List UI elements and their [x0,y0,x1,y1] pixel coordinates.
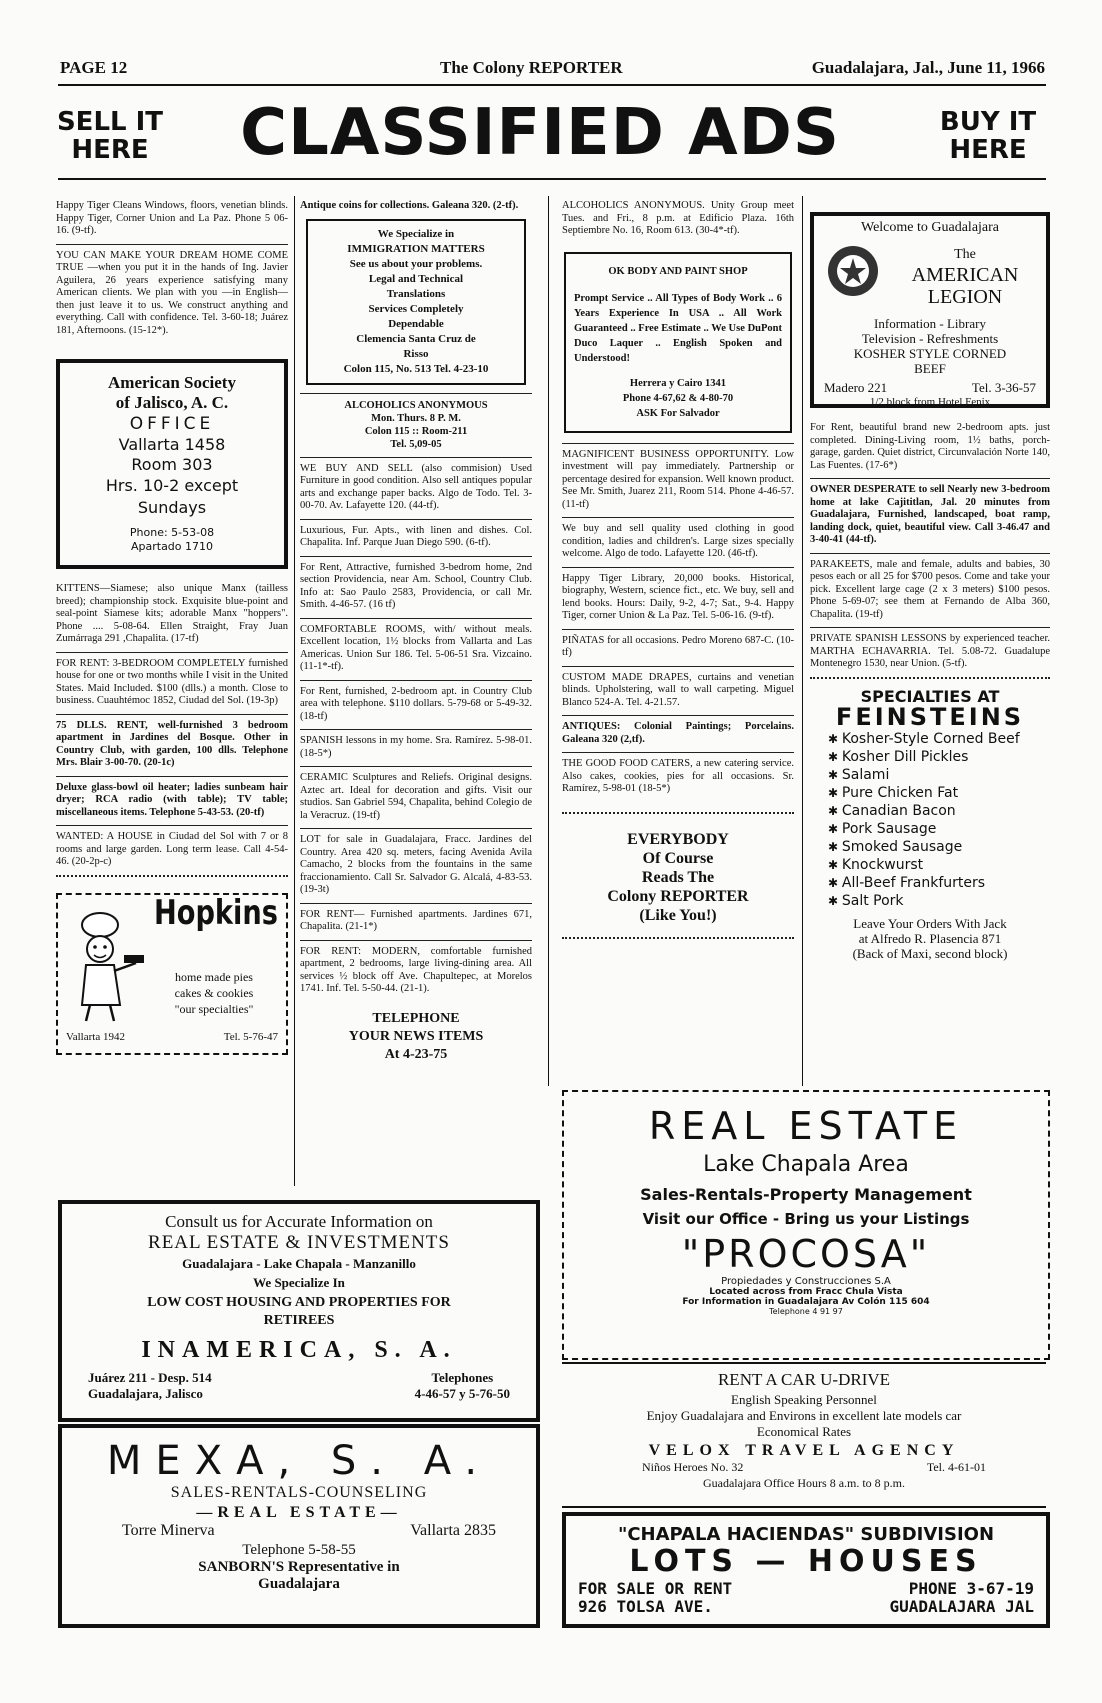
ad-comfortable-rooms: COMFORTABLE ROOMS, with/ without meals. Excellent location, 1½ blocks from Vallarta and Las Americas. Union Sur 186. Tel. 5-06-51 Sra. Vizcaino. (11-1*-tf). [300,623,532,672]
separator [300,556,532,557]
ad-for-rent-beautiful: For Rent, beautiful brand new 2-bedroom apts. just completed. Dining-Living room, 1½ baths, porch-garage, garden. Quiet district, Circunvalación Norte 140, Las Fuentes. (17-6*) [810,422,1050,471]
inamerica-name: INAMERICA, S. A. [141,1337,457,1363]
separator [56,652,288,653]
body-shop-phone: Phone 4-67,62 & 4-80-70 [622,392,734,404]
classified-ads-title: CLASSIFIED ADS [240,96,840,170]
separator [56,776,288,777]
procosa-sales: Sales-Rentals-Property Management [640,1185,972,1204]
telephone-line-2: YOUR NEWS ITEMS [348,1028,484,1044]
ad-american-legion [810,212,1050,408]
procosa-name: "PROCOSA" [681,1232,931,1276]
column-2 [300,200,532,1064]
immigration-line-3: See us about your problems. [349,257,483,270]
procosa-title: REAL ESTATE [648,1104,964,1148]
legion-kosher: KOSHER STYLE CORNED [853,346,1007,361]
ad-aa-unity: ALCOHOLICS ANONYMOUS. Unity Group meet Tues. and Fri., 8 p.m. at Edificio Plaza. 16th Septiembre No. 16, Room 613. (30-4*-tf). [562,200,794,236]
dateline: Guadalajara, Jal., June 11, 1966 [811,58,1045,77]
body-shop-text: Prompt Service .. All Types of Body Work .. 6 Years Experience In USA .. All Work Guaranteed .. Free Estimate .. We Use DuPont Duco Laquer .. English Spoken and Understood! [574,292,782,364]
ad-spanish-lessons: SPANISH lessons in my home. Sra. Ramírez. 5-98-01. (18-5*) [300,735,532,759]
society-name-1: American Society [108,373,236,392]
society-sundays: Sundays [137,498,207,517]
everybody-line-4: Colony REPORTER [607,887,749,905]
buy-line-1: BUY IT [939,107,1037,137]
inamerica-addr-1: Juárez 211 - Desp. 514 [88,1370,212,1385]
ad-we-buy-and-sell: WE BUY AND SELL (also commision) Used Furniture in good condition. Also sell antiques popular arts and exchange paper backs. Algo de Todo. Tel. 3-00-70. Av. Lafayette 120. (44-tf). [300,462,532,511]
body-shop-address: Herrera y Cairo 1341 [629,377,727,389]
separator [300,903,532,904]
separator [56,714,288,715]
feinsteins-item: ✱ Kosher-Style Corned Beef [828,730,1050,748]
inamerica-line-5: LOW COST HOUSING AND PROPERTIES FOR [147,1295,451,1310]
everybody-line-1: EVERYBODY [627,830,729,848]
separator [810,677,1050,685]
masthead [60,58,1045,80]
legion-welcome: Welcome to Guadalajara [860,220,1000,235]
feinsteins-leave: Leave Your Orders With Jack [853,915,1007,931]
ad-feinsteins [810,686,1050,961]
mexa-sales: SALES-RENTALS-COUNSELING [170,1484,428,1501]
inamerica-line-6: RETIREES [263,1313,335,1328]
ad-antique-coins: Antique coins for collections. Galeana 320. (2-tf). [300,200,519,211]
ad-body-shop [564,252,792,433]
legion-address: Madero 221 [824,380,888,395]
feinsteins-name: FEINSTEINS [835,703,1025,731]
feinsteins-item: ✱ All-Beef Frankfurters [828,874,1050,892]
hopkins-tagline [154,969,274,1017]
ad-for-rent-2-bedroom: For Rent, furnished, 2-bedroom apt. in Country Club area with telephone. $110 dollars. 5-79-68 or 5-49-32. (18-tf) [300,685,532,722]
ad-for-rent-apartments: FOR RENT— Furnished apartments. Jardines 671, Chapalita. (21-1*) [300,908,532,932]
ad-mexa [58,1424,540,1628]
legion-tv: Television - Refreshments [861,331,999,346]
ad-we-buy-clothing: We buy and sell quality used clothing in good condition, ladies and children's. Large sizes specially welcome. Algo de todo. Lafayette 120. (46-tf). [562,523,794,559]
feinsteins-item: ✱ Kosher Dill Pickles [828,748,1050,766]
ad-velox [562,1362,1046,1508]
buy-it-here [928,108,1048,164]
separator [300,828,532,829]
separator [300,393,532,394]
velox-tel: Tel. 4-61-01 [926,1460,986,1474]
sell-line-2: HERE [71,135,149,165]
ad-private-spanish: PRIVATE SPANISH LESSONS by experienced teacher. MARTHA ECHAVARRIA. Tel. 5.08-72. Guadalupe Montenegro 1530, near Union. (5-tf). [810,633,1050,669]
velox-address: Niños Heroes No. 32 [642,1460,744,1474]
ad-telephone-news [300,1010,532,1064]
telephone-line-1: TELEPHONE [372,1010,460,1026]
velox-office: Guadalajara Office Hours 8 a.m. to 8 p.m. [702,1476,906,1490]
legion-block: 1/2 block from Hotel Fenix [869,396,991,408]
society-phone: Phone: 5-53-08 [129,526,215,539]
ad-for-rent-3-bedroom: FOR RENT: 3-BEDROOM COMPLETELY furnished house for one or two months while I visit in the United States. Maid Included. $100 (dlls.) a month. Close to business. Cuauhtémoc 1852, Ciudad del Sol. (19-3p) [56,657,288,706]
column-rule [294,196,295,1186]
mexa-vallarta: Vallarta 2835 [410,1522,496,1539]
procosa-visit: Visit our Office - Bring us your Listings [642,1210,970,1228]
ad-custom-drapes: CUSTOM MADE DRAPES, curtains and venetian blinds. Upholstering, wall to wall carpeting. Miguel Blanco 524-A. Tel. 4-21.57. [562,671,794,708]
legion-services [814,316,1046,376]
mexa-guadalajara: Guadalajara [258,1576,340,1592]
sell-it-here [50,108,170,164]
inamerica-line-1: Consult us for Accurate Information on [165,1212,433,1231]
separator [562,715,794,716]
society-address: Vallarta 1458 [118,435,226,454]
ad-75-dlls-rent: 75 DLLS. RENT, well-furnished 3 bedroom apartment in Jardines del Bosque. Other in Country Club, with garden, 100 dlls. Telephone Mrs. Blair 3-00-70. (20-1c) [56,719,288,768]
legion-beef: BEEF [914,361,946,376]
separator [300,618,532,619]
society-room: Room 303 [131,455,213,474]
society-hours: Hrs. 10-2 except [105,476,239,495]
separator [810,627,1050,628]
feinsteins-item: ✱ Salt Pork [828,892,1050,910]
legion-tel: Tel. 3-36-57 [971,380,1036,395]
ad-deluxe: Deluxe glass-bowl oil heater; ladies sunbeam hair dryer; RCA radio (with table); TV table; miscellaneous items. Telephone 5-43-53. (20-tf) [56,781,288,818]
ad-immigration [306,219,526,385]
inamerica-line-3: Guadalajara - Lake Chapala - Manzanillo [182,1256,416,1271]
ad-luxurious: Luxurious, Fur. Apts., with linen and dishes. Col. Chapalita. Inf. Parque Juan Diego 590. (6-tf). [300,524,532,548]
telephone-line-3: At 4-23-75 [384,1046,448,1062]
inamerica-addr-2: Guadalajara, Jalisco [88,1386,203,1401]
immigration-line-4: Legal and Technical [368,272,464,285]
hopkins-address: Vallarta 1942 [66,1030,125,1043]
immigration-line-7: Dependable [388,317,444,330]
legion-american: AMERICAN [911,264,1019,286]
chapala-for-sale: FOR SALE OR RENT [578,1579,733,1598]
ad-wanted: WANTED: A HOUSE in Ciudad del Sol with 7 or 8 rooms and large garden. Long term lease. Call 4-54-46. (20-2p-c) [56,831,288,867]
chapala-phone: PHONE 3-67-19 [908,1579,1034,1598]
ad-good-food: THE GOOD FOOD CATERS, a new catering service. Also cakes, cookies, pies for all occasions. Sr. Ramírez, 5-98-01 (18-5*) [562,758,794,794]
velox-english: English Speaking Personnel [731,1392,877,1407]
ad-tiger-cleans: Happy Tiger Cleans Windows, floors, venetian blinds. Happy Tiger, Corner Union and La Paz. Phone 5 06-16. (9-tf). [56,200,288,236]
column-rule [802,196,803,1086]
column-3 [562,200,794,951]
ad-owner-desperate: OWNER DESPERATE to sell Nearly new 3-bedroom home at lake Cajititlan, Jal. 20 minutes from Guadalajara, Furnished, landscaped, boat ramp, landing dock, quiet, beautiful view. Call 3-46.47 and 3-40-41 (44-tf). [810,484,1050,545]
separator [56,244,288,245]
inamerica-tel: 4-46-57 y 5-76-50 [414,1386,510,1401]
column-rule [548,196,549,1086]
procosa-info: For Information in Guadalajara Av Colón 115 604 [682,1297,930,1307]
society-office: OFFICE [129,414,215,434]
ad-chapala-haciendas [562,1512,1050,1628]
ad-dream-home: YOU CAN MAKE YOUR DREAM HOME COME TRUE —when you put it in the hands of Ing. Javier Aguilera, 26 years experience satisfying many American clients. We plan with you —in English— then just leave it to us. We construct anything and everything. Call with confidence. Tel. 3-60-18; Juárez 181, Afternoons. (15-12*). [56,249,288,336]
immigration-line-1: We Specialize in [377,227,455,240]
immigration-line-10: Colon 115, No. 513 Tel. 4-23-10 [343,362,489,375]
separator [562,567,794,568]
separator [562,937,794,945]
immigration-line-5: Translations [386,287,446,300]
legion-the: The [954,247,976,262]
feinsteins-item: ✱ Knockwurst [828,856,1050,874]
separator [300,457,532,458]
legion-legion: LEGION [927,286,1003,308]
ad-ceramic: CERAMIC Sculptures and Reliefs. Original designs. Aztec art. Ideal for decoration and gifts. Visit our studios. San Gabriel 594, Chapalita, behind Colegio de la Veracruz. (19-tf) [300,772,532,821]
society-apartado: Apartado 1710 [130,540,214,553]
separator [300,766,532,767]
ad-inamerica [58,1200,540,1422]
chapala-title: "CHAPALA HACIENDAS" SUBDIVISION [617,1524,995,1545]
mexa-real-estate: —REAL ESTATE— [196,1504,402,1521]
separator [300,519,532,520]
chapala-lots: LOTS — HOUSES [629,1544,983,1579]
procosa-props: Propiedades y Construcciones S.A [721,1276,891,1287]
ad-alcoholics-anonymous [300,399,532,451]
ad-for-rent-3-bedrom: For Rent, Attractive, furnished 3-bedrom home, 2nd section Providencia, near Am. School, Country Club. Info at: Sao Paulo 2583, Providencia, or call Mr. Smith. 4-46-57. (16 tf) [300,561,532,610]
masthead-rule [58,84,1046,86]
ad-modern: FOR RENT: MODERN, comfortable furnished apartment, 2 bedrooms, large living-dining area. All services ½ block off Ave. Chapultepec, at Morelos 1741. Inf. Tel. 5-50-44. (21-1). [300,945,532,994]
hopkins-name: Hopkins [154,892,278,933]
legion-info: Information - Library [874,316,986,331]
feinsteins-specialties: SPECIALTIES AT [860,686,1000,706]
separator [562,443,794,444]
separator [300,680,532,681]
column-1 [56,200,288,1055]
buy-line-2: HERE [949,135,1027,165]
ad-parakeets: PARAKEETS, male and female, adults and babies, 30 pesos each or all 25 for $700 pesos. Come and take your pick. Excellent large cage (2 x 3 meters) $100 pesos. Phone 5-69-07; see them at Fernando de Alba 360, Chapalita. (19-tf) [810,558,1050,620]
feinsteins-item: ✱ Canadian Bacon [828,802,1050,820]
paper-name: The Colony REPORTER [440,58,623,77]
ad-procosa [562,1090,1050,1360]
header-rule [58,178,1046,180]
chef-icon [64,907,146,1027]
column-4 [810,212,1050,961]
legion-emblem-icon [826,244,880,298]
separator [562,752,794,753]
body-shop-ask: ASK For Salvador [636,407,720,419]
mexa-torre: Torre Minerva [122,1522,215,1539]
aa-line-3: Colon 115 :: Room-211 [364,425,468,437]
separator [810,553,1050,554]
separator [562,666,794,667]
procosa-located: Located across from Fracc Chula Vista [709,1287,903,1297]
ad-tiger-library: Happy Tiger Library, 20,000 books. Historical, biography, Western, science fict., etc. We buy, sell and lend books. Hours: Daily, 9-2, 4-7; Sat., 9-4. Happy Tiger, corner Union & La Paz. Tel. 5-06-16. (9-tf). [562,572,794,621]
hopkins-line-2: cakes & cookies [174,985,254,1000]
ad-american-society [56,359,288,569]
feinsteins-item: ✱ Smoked Sausage [828,838,1050,856]
hopkins-line-1: home made pies [175,969,253,984]
body-shop-title: OK BODY AND PAINT SHOP [608,265,748,277]
separator [300,940,532,941]
velox-title: RENT A CAR U-DRIVE [717,1370,891,1389]
velox-enjoy: Enjoy Guadalajara and Environs in excellent late models car [646,1408,962,1423]
feinsteins-at: at Alfredo R. Plasencia 871 [858,930,1002,946]
inamerica-line-4: We Specialize In [253,1275,345,1290]
everybody-line-2: Of Course [642,849,714,867]
feinsteins-items [828,730,1050,910]
separator [56,875,288,883]
immigration-line-8: Clemencia Santa Cruz de [356,332,476,345]
everybody-line-5: (Like You!) [639,906,717,924]
ad-magnificent: MAGNIFICENT BUSINESS OPPORTUNITY. Low investment will pay immediately. Partnership or percentage desired for expansion. Well known product. See Mr. Smith, Juarez 211, Room 514. Phone 4-46-57. (11-tf) [562,448,794,510]
chapala-address: 926 TOLSA AVE. [578,1597,713,1616]
velox-name: VELOX TRAVEL AGENCY [648,1442,960,1459]
feinsteins-item: ✱ Salami [828,766,1050,784]
page-number: PAGE 12 [60,58,128,77]
aa-line-2: Mon. Thurs. 8 P. M. [371,412,461,424]
ad-everybody [562,830,794,925]
feinsteins-item: ✱ Pork Sausage [828,820,1050,838]
immigration-line-2: IMMIGRATION MATTERS [347,242,485,255]
inamerica-line-2: REAL ESTATE & INVESTMENTS [148,1232,450,1253]
hopkins-tel: Tel. 5-76-47 [223,1030,278,1043]
ad-lot-for-sale: LOT for sale in Guadalajara, Fracc. Jardines del Country. Area 420 sq. meters, facing Avenida Avila Camacho, 2 blocks from the fountains in the same fraccionamiento. Call Sr. Salvador G. Alcalá, 4-83-53. (19-3t) [300,834,532,895]
ad-antiques: ANTIQUES: Colonial Paintings; Porcelains. Galeana 320 (2,tf). [562,721,794,745]
feinsteins-footer [810,916,1050,961]
immigration-line-9: Risso [403,347,429,360]
separator [562,629,794,630]
immigration-line-6: Services Completely [368,302,464,315]
hopkins-line-3: "our specialties" [174,1001,254,1016]
aa-line-4: Tel. 5,09-05 [390,438,442,450]
sell-line-1: SELL IT [56,107,164,137]
procosa-tel: Telephone 4 91 97 [769,1307,843,1316]
mexa-tel: Telephone 5-58-55 [242,1542,356,1558]
aa-line-1: ALCOHOLICS ANONYMOUS [344,399,488,411]
mexa-sanborn: SANBORN'S Representative in [198,1559,400,1575]
separator [562,812,794,820]
separator [56,825,288,826]
mexa-name: MEXA, S. A. [106,1438,492,1484]
ad-kittens: KITTENS—Siamese; also unique Manx (tailless breed); championship stock. Exquisite blue-point and seal-point Siamese kits; adorable Manx "hoppers". Phone .... 5-08-64. Ellen Straight, Fray Juan Zumárraga 291 ,Chapalita. (17-tf) [56,583,288,644]
society-name-2: of Jalisco, A. C. [115,393,229,412]
separator [562,517,794,518]
everybody-line-3: Reads The [641,868,715,886]
chapala-city: GUADALAJARA JAL [889,1597,1034,1616]
inamerica-tel-label: Telephones [431,1370,494,1385]
feinsteins-back: (Back of Maxi, second block) [852,945,1008,961]
ad-pinatas: PIÑATAS for all occasions. Pedro Moreno 687-C. (10-tf) [562,634,794,658]
velox-rates: Economical Rates [756,1424,852,1439]
feinsteins-item: ✱ Pure Chicken Fat [828,784,1050,802]
separator [300,729,532,730]
ad-hopkins [56,893,288,1055]
procosa-lake: Lake Chapala Area [703,1152,909,1177]
separator [810,478,1050,479]
